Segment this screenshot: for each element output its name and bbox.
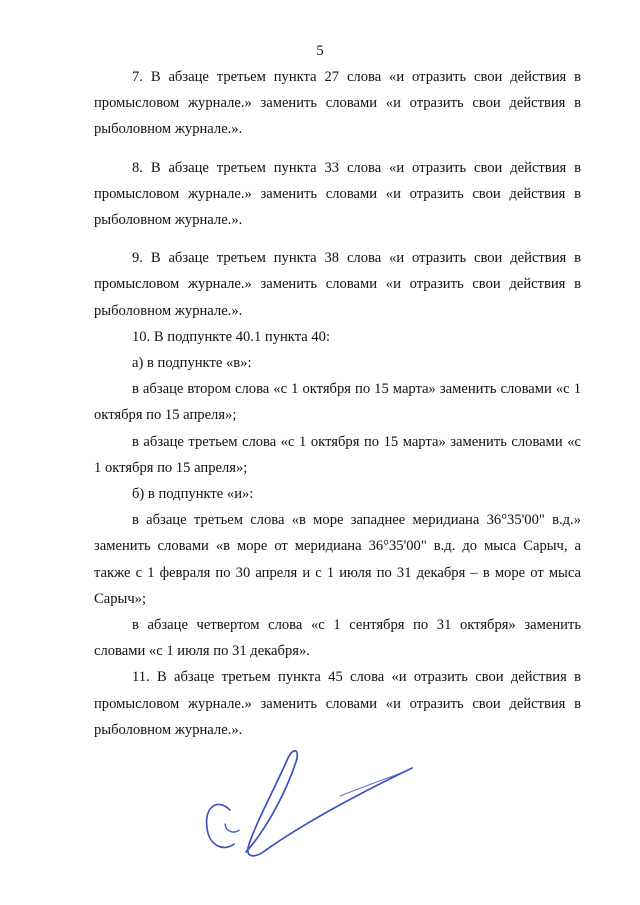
subitem-b-paragraph-fourth: в абзаце четвертом слова «с 1 сентября по 31 октября» заменить словами «с 1 июля по 31 декабря».	[94, 617, 581, 660]
subitem-a: а) в подпункте «в»:	[132, 355, 252, 372]
subitem-a-paragraph-third: в абзаце третьем слова «с 1 октября по 15 марта» заменить словами «с 1 октября по 15 апреля»;	[94, 433, 581, 476]
paragraph-item-10: 10. В подпункте 40.1 пункта 40:	[132, 328, 331, 345]
paragraph-item-9: 9. В абзаце третьем пункта 38 слова «и отразить свои действия в промысловом журнале.» заменить словами «и отразить свои действия в рыболовном журнале.».	[94, 250, 581, 319]
paragraph-list	[94, 64, 581, 743]
handwritten-signature-icon	[190, 740, 430, 870]
paragraph-item-7: 7. В абзаце третьем пункта 27 слова «и отразить свои действия в промысловом журнале.» заменить словами «и отразить свои действия в рыболовном журнале.».	[94, 69, 581, 138]
subitem-b: б) в подпункте «и»:	[132, 486, 254, 503]
subitem-b-paragraph-third: в абзаце третьем слова «в море западнее меридиана 36°35'00" в.д.» заменить словами «в море от меридиана 36°35'00" в.д. до мыса Сарыч, а также с 1 февраля по 30 апреля и с 1 июля по 31 декабря – в море от мыса Сарыч»;	[94, 512, 581, 607]
subitem-a-paragraph-second: в абзаце втором слова «с 1 октября по 15 марта» заменить словами «с 1 октября по 15 апреля»;	[94, 381, 581, 424]
paragraph-item-8: 8. В абзаце третьем пункта 33 слова «и отразить свои действия в промысловом журнале.» заменить словами «и отразить свои действия в рыболовном журнале.».	[94, 159, 581, 229]
paragraph-item-11: 11. В абзаце третьем пункта 45 слова «и отразить свои действия в промысловом журнале.» заменить словами «и отразить свои действия в рыболовном журнале.».	[94, 669, 581, 738]
page-number: 5	[316, 43, 324, 59]
